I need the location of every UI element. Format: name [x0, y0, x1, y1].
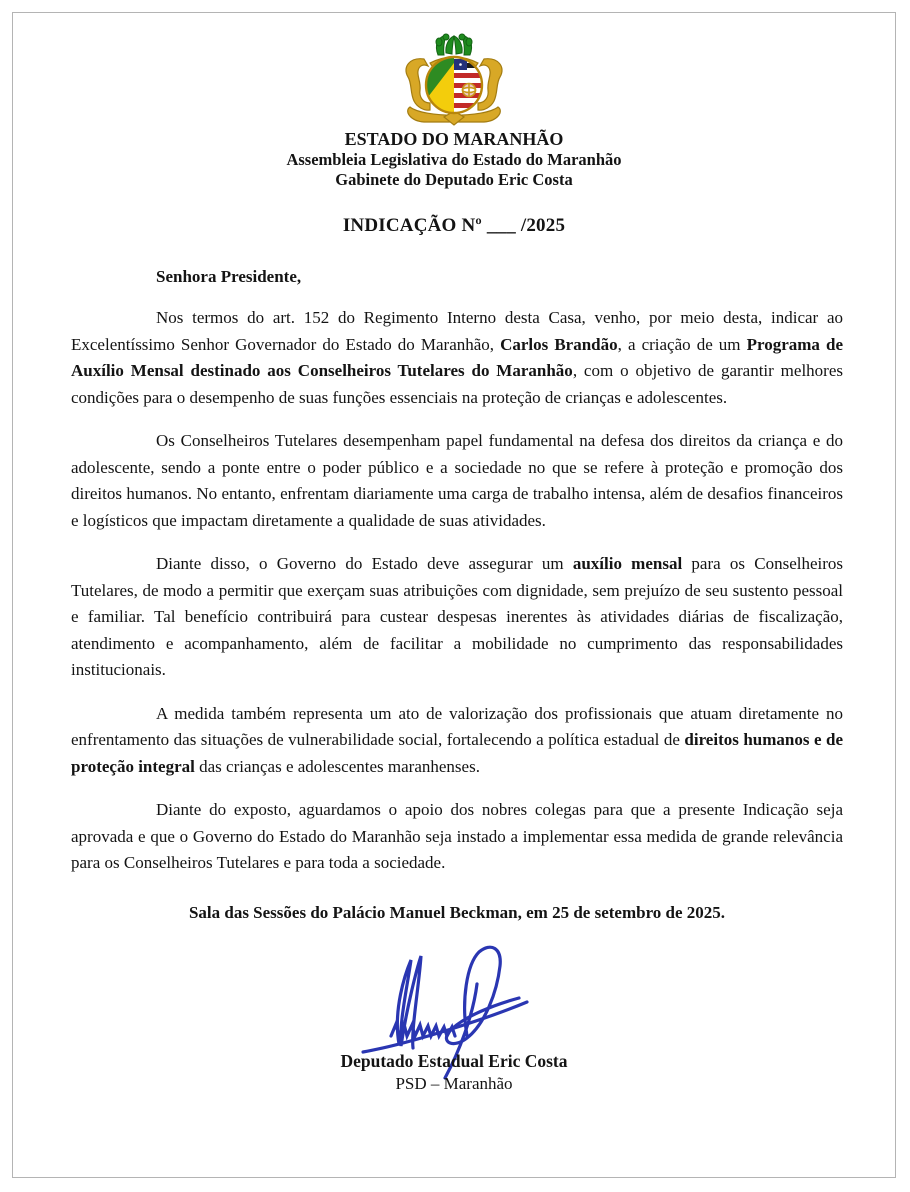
body-text: Nos termos do art. 152 do Regimento Interno desta Casa, venho, por meio desta, indicar ao Excelentíssimo Senhor Governador do Estado do Maranhão, [71, 308, 843, 354]
org-name-assembly: Assembleia Legislativa do Estado do Maranhão [286, 150, 622, 169]
document-paragraph [71, 305, 843, 411]
signer-name: Deputado Estadual Eric Costa [340, 1050, 568, 1071]
salutation-line: Senhora Presidente, [156, 267, 302, 286]
document-title: INDICAÇÃO Nº ___ /2025 [342, 215, 566, 236]
org-name-state: ESTADO DO MARANHÃO [344, 129, 564, 149]
emphasized-text: Programa de Auxílio Mensal destinado aos Conselheiros Tutelares do Maranhão [71, 334, 843, 380]
emphasized-text: auxílio mensal [572, 554, 683, 573]
document-paragraph [71, 797, 843, 877]
document-header [13, 13, 895, 190]
signature-block [13, 940, 895, 1095]
emphasized-text: Carlos Brandão [500, 334, 618, 354]
signer-party: PSD – Maranhão [395, 1073, 513, 1093]
document-body [71, 266, 843, 923]
body-text: A medida também representa um ato de valorização dos profissionais que atuam diretamente no enfrentamento das situações de vulnerabilidade social, fortalecendo a política estadual de [71, 703, 843, 749]
document-paragraph [71, 428, 843, 534]
maranhao-coat-of-arms-icon [390, 33, 518, 127]
emphasized-text: direitos humanos e de proteção integral [71, 730, 843, 776]
body-text: , com o objetivo de garantir melhores condições para o desempenho de suas funções essenciais na proteção de crianças e adolescentes. [71, 361, 843, 407]
body-text: das crianças e adolescentes maranhenses. [194, 756, 480, 776]
document-paragraph [71, 701, 843, 781]
body-text: Os Conselheiros Tutelares desempenham papel fundamental na defesa dos direitos da criança e do adolescente, sendo a ponte entre o poder público e a sociedade no que se refere à proteção e promoção dos direitos humanos. No entanto, enfrentam diariamente uma carga de trabalho intensa, além de desafios financeiros e logísticos que impactam diretamente a qualidade de suas atividades. [71, 431, 843, 530]
body-text: para os Conselheiros Tutelares, de modo a permitir que exerçam suas atribuições com dignidade, sem prejuízo de seu sustento pessoal e familiar. Tal benefício contribuirá para custear despesas inerentes às atividades diárias de fiscalização, atendimento e acompanhamento, além de facilitar a mobilidade no cumprimento das responsabilidades institucionais. [71, 554, 844, 679]
body-text: Diante disso, o Governo do Estado deve assegurar um [156, 554, 573, 573]
document-paragraph [71, 551, 843, 684]
body-text: , a criação de um [617, 334, 747, 354]
body-text: Diante do exposto, aguardamos o apoio dos nobres colegas para que a presente Indicação seja aprovada e que o Governo do Estado do Maranhão seja instado a implementar essa medida de grande relevância para os Conselheiros Tutelares e para toda a sociedade. [71, 800, 843, 872]
closing-place-date-line: Sala das Sessões do Palácio Manuel Beckman, em 25 de setembro de 2025. [188, 902, 726, 922]
document-page [12, 12, 896, 1178]
paragraphs-container [71, 305, 843, 877]
org-name-office: Gabinete do Deputado Eric Costa [335, 170, 573, 189]
